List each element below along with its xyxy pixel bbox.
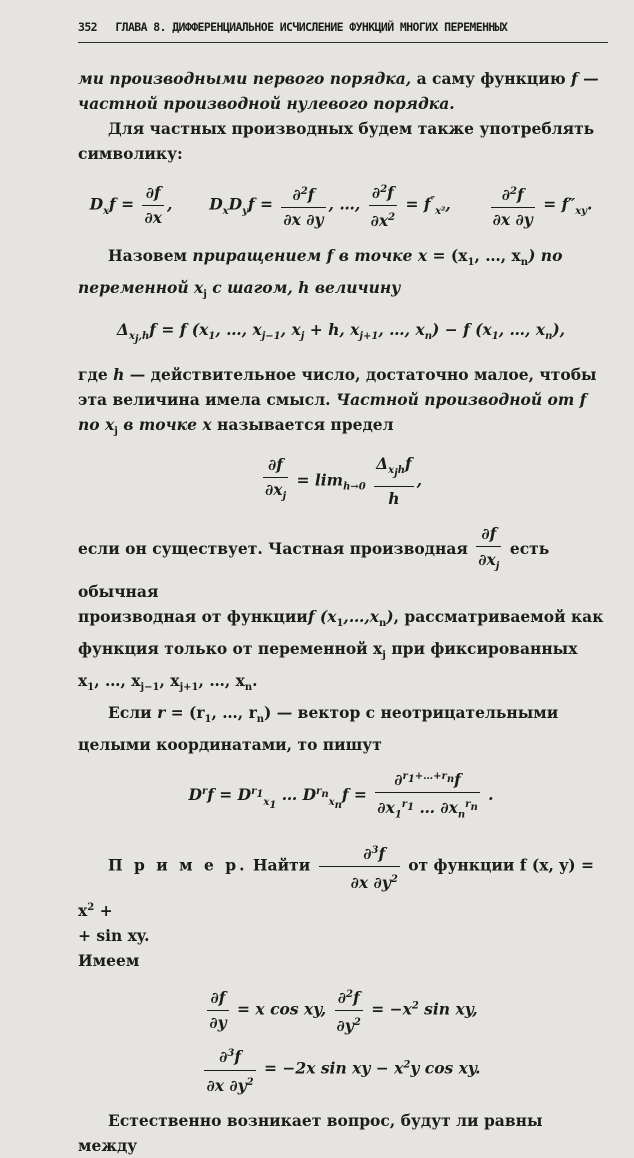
- formula-limit: $\frac{\partial f}{\partial x_j}$ = $\lim_{h\to 0}$ $\frac{\Delta_{x_jh}f}{h}$ ,: [264, 453, 423, 508]
- paragraph-2: Для частных производных будем также употреблять символику:: [78, 119, 595, 163]
- paragraph-9: + sin xy.: [78, 926, 150, 946]
- paragraph-8: П р и м е р. Найти $\frac{\partial^3f}{\partial x \partial y^2}$ от функции f (x, $y) = x^2$ +: [78, 838, 604, 923]
- page-body: [78, 66, 604, 1158]
- chapter-title: ГЛАВА 8. ДИФФЕРЕНЦИАЛЬНОЕ ИСЧИСЛЕНИЕ ФУНКЦИЙ МНОГИХ ПЕРЕМЕННЫХ: [115, 20, 508, 34]
- paragraph-10: Имеем: [78, 951, 140, 971]
- formula-multi-index: $D^rf = D^{r_1}_{x_1}$ … $D^{r_n}_{x_n}f$ = $\frac{\partial^{r_1+\dots+r_n}f}{\partial x_1^{r_1} \dots \partial x_n^{r_n}}$ .: [78, 765, 604, 827]
- formula-increment: $\Delta_{x_j,h}f = f$ ($x_1$, …, $x_{j-1}$, $x_j + h$, $x_{j+1}$, …, $x_n) - f$ ($x_1$, …, $x_n$),: [116, 319, 566, 345]
- paragraph-1: ми производными первого порядка, а саму функцию f — частной производной нулевого порядка.: [78, 69, 599, 113]
- running-header: [78, 20, 608, 43]
- paragraph-7: Если $r = (r_1$, …, $r_n$) — вектор с неотрицательными целыми координатами, то пишут: [78, 703, 559, 755]
- paragraph-5: если он существует. Частная производная $\frac{\partial f}{\partial x_j}$ есть обычная: [78, 521, 604, 604]
- page-number: 352: [78, 20, 97, 34]
- paragraph-4: где h — действительное число, достаточно малое, чтобы эта величина имела смысл. Частной производной от f по $x_j$ в точке x называется предел: [78, 364, 597, 437]
- formula-notation: $D_xf$ = $\frac{\partial f}{\partial x}$ , $D_xD_yf$ = $\frac{\partial^2f}{\partial x \partial y}$ , …, $\frac{\partial^2f}{\partial x^2}$ = $f''_{x^2}$, $\frac{\partial^2f}{\partial x \partial y}$ = $f''_{xy}$.: [78, 178, 604, 233]
- paragraph-11: Естественно возникает вопрос, будут ли равны между: [78, 1110, 543, 1155]
- paragraph-3: Назовем приращением f в точке $x = (x_1$, …, $x_n$) по переменной $x_j$ с шагом, h величину: [78, 246, 563, 301]
- formula-example-1: $\frac{\partial f}{\partial y}$ = x cos xy, $\frac{\partial^2f}{\partial y^2}$ = $-x^2$ sin xy,: [78, 983, 604, 1038]
- paragraph-6: производная от функцииf $(x_1,\dots,x_n)$, рассматриваемой как функция только от переменной $x_j$ при фиксированных $x_1$, …, $x_{j-1}$, $x_{j+1}$, …, $x_n$.: [78, 606, 604, 694]
- formula-example-2: $\frac{\partial^3f}{\partial x \partial y^2}$ = −2x sin xy − $x^2y$ cos xy.: [78, 1042, 604, 1097]
